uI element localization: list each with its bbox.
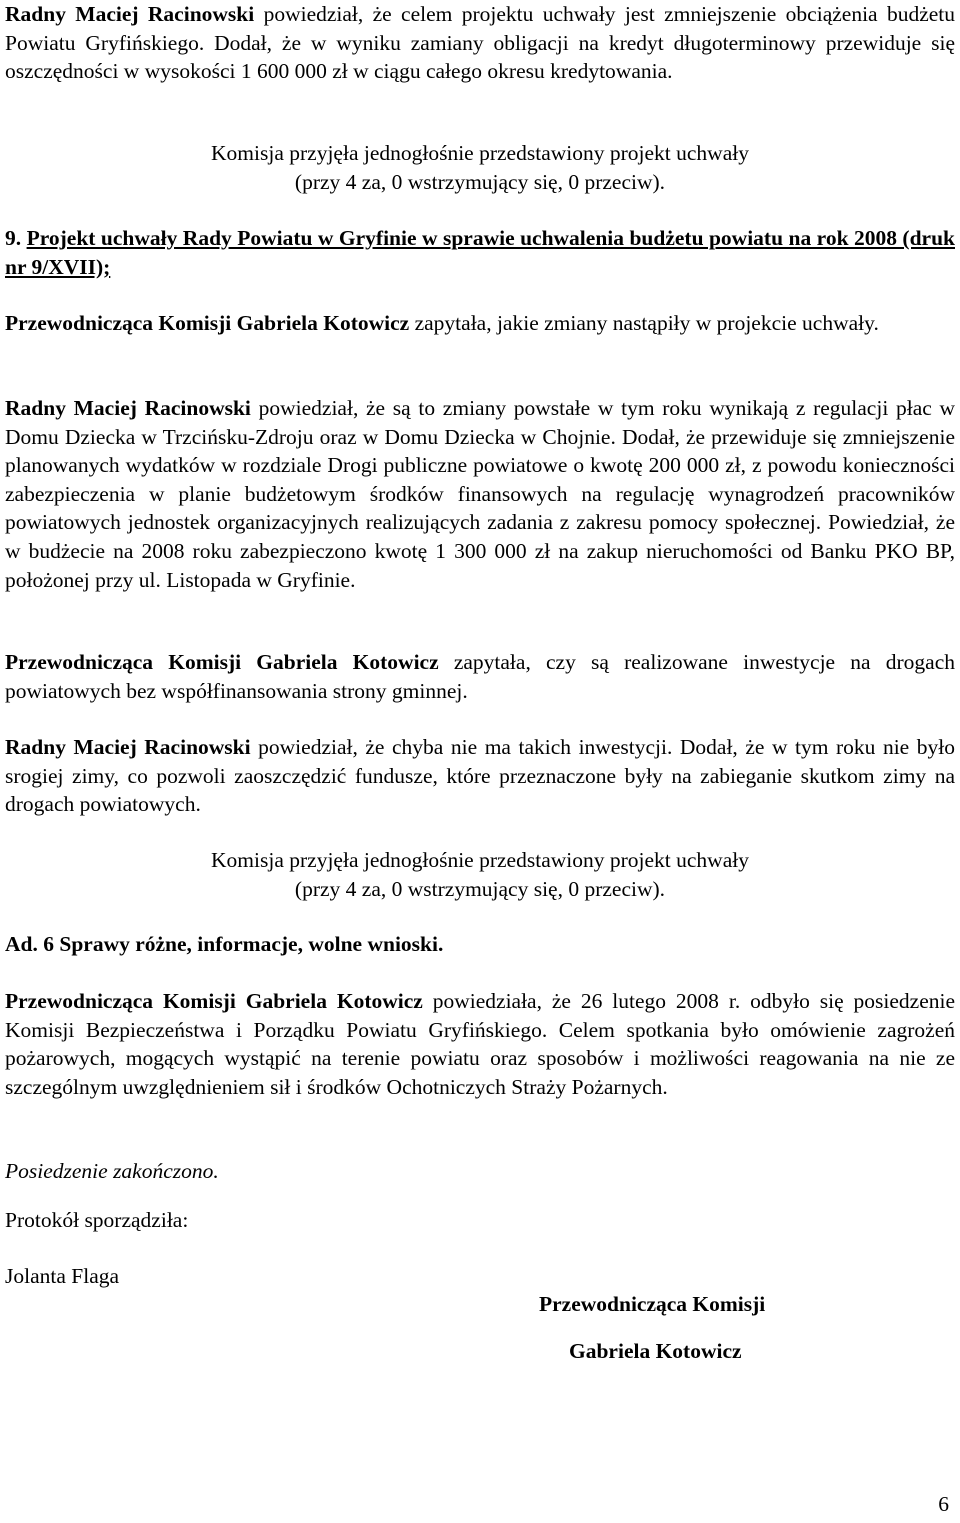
agenda-item-title: Projekt uchwały Rady Powiatu w Gryfinie w sprawie uchwalenia budżetu powiatu na rok 2008 (druk nr 9/XVII); (5, 226, 955, 279)
page-number: 6 (938, 1492, 949, 1516)
speaker-name: Przewodnicząca Komisji Gabriela Kotowicz (5, 311, 410, 335)
paragraph-text: powiedział, że celem projektu uchwały jest zmniejszenie obciążenia budżetu Powiatu Gryfińskiego. Dodał, że w wyniku zamiany obligacji na kredyt długoterminowy przewiduje się oszczędności w wysokości 1 600 000 zł w ciągu całego okresu kredytowania. (5, 2, 955, 84)
vote-result-1-line1: Komisja przyjęła jednogłośnie przedstawiony projekt uchwały (211, 141, 749, 165)
paragraph-text: powiedział, że chyba nie ma takich inwestycji. Dodał, że w tym roku nie było srogiej zimy, co pozwoli zaoszczędzić fundusze, które przeznaczone były na zabieganie skutkom zimy na drogach powiatowych. (5, 735, 955, 817)
vote-result-1-line2: (przy 4 za, 0 wstrzymujący się, 0 przeciw). (294, 170, 666, 194)
speaker-name: Radny Maciej Racinowski (5, 2, 255, 26)
paragraph-kotowicz-2 (5, 648, 955, 705)
meeting-closing: Posiedzenie zakończono. (5, 1159, 219, 1183)
paragraph-kotowicz-1 (5, 309, 955, 338)
agenda-item-9 (5, 224, 955, 281)
speaker-name: Radny Maciej Racinowski (5, 396, 251, 420)
signature-title: Przewodnicząca Komisji (539, 1292, 766, 1316)
paragraph-racinowski-2 (5, 394, 955, 594)
speaker-name: Przewodnicząca Komisji Gabriela Kotowicz (5, 989, 423, 1013)
agenda-ad-6-heading: Ad. 6 Sprawy różne, informacje, wolne wnioski. (5, 932, 444, 956)
protocol-label: Protokół sporządziła: (5, 1208, 189, 1232)
paragraph-text: powiedziała, że 26 lutego 2008 r. odbyło się posiedzenie Komisji Bezpieczeństwa i Porządku Powiatu Gryfińskiego. Celem spotkania było omówienie zagrożeń pożarowych, mogących wystąpić na terenie powiatu oraz sposobów i możliwości reagowania na nie ze szczególnym uwzględnieniem sił i środków Ochotniczych Straży Pożarnych. (5, 989, 956, 1099)
paragraph-racinowski-3 (5, 733, 955, 819)
speaker-name: Radny Maciej Racinowski (5, 735, 251, 759)
paragraph-text: powiedział, że są to zmiany powstałe w tym roku wynikają z regulacji płac w Domu Dziecka w Trzcińsku-Zdroju oraz w Domu Dziecka w Chojnie. Dodał, że przewiduje się zmniejszenie planowanych wydatków w rozdziale Drogi publiczne powiatowe o kwotę 200 000 zł, z powodu konieczności zabezpieczenia w planie budżetowym środków finansowych na regulację wynagrodzeń pracowników powiatowych jednostek organizacyjnych realizujących zadania z zakresu pomocy społecznej. Powiedział, że w budżecie na 2008 roku zabezpieczono kwotę 1 300 000 zł na zakup nieruchomości od Banku PKO BP, położonej przy ul. Listopada w Gryfinie. (5, 396, 956, 592)
agenda-item-number: 9. (5, 226, 22, 250)
vote-result-2-line2: (przy 4 za, 0 wstrzymujący się, 0 przeciw). (294, 877, 666, 901)
signature-name: Gabriela Kotowicz (569, 1339, 742, 1363)
paragraph-kotowicz-3 (5, 987, 955, 1101)
speaker-name: Przewodnicząca Komisji Gabriela Kotowicz (5, 650, 439, 674)
paragraph-text: zapytała, jakie zmiany nastąpiły w projekcie uchwały. (409, 311, 879, 335)
vote-result-2-line1: Komisja przyjęła jednogłośnie przedstawiony projekt uchwały (211, 848, 749, 872)
paragraph-racinowski-1 (5, 0, 955, 86)
protocol-author: Jolanta Flaga (5, 1264, 120, 1288)
paragraph-text: zapytała, czy są realizowane inwestycje na drogach powiatowych bez współfinansowania strony gminnej. (5, 650, 955, 703)
